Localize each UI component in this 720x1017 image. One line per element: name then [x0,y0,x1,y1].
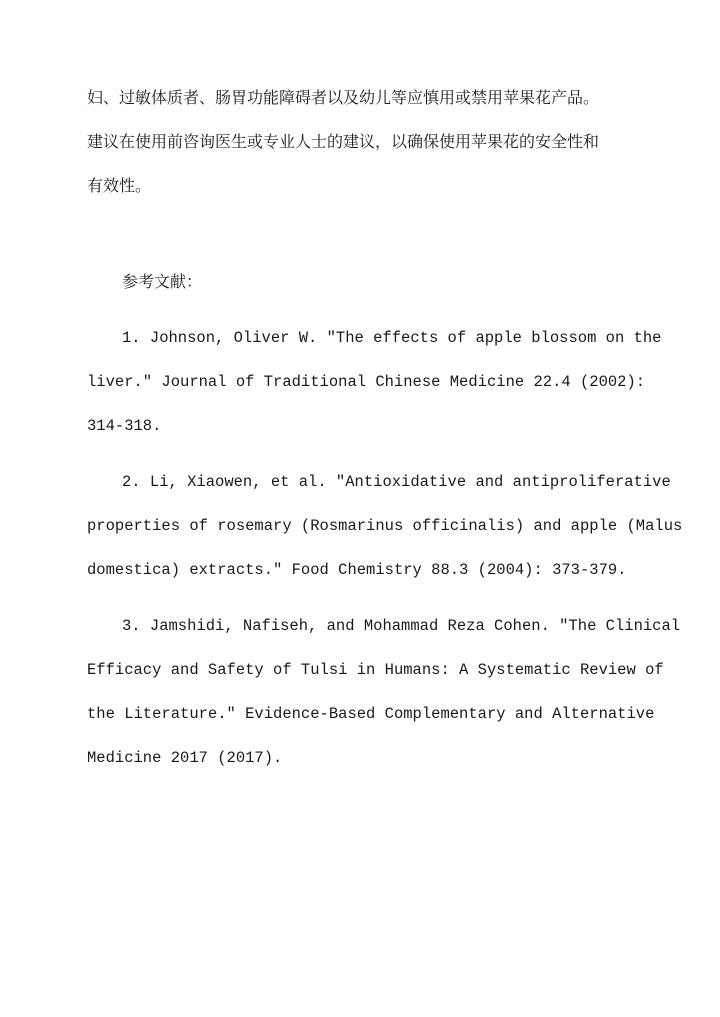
reference-2-line-1: 2. Li, Xiaowen, et al. "Antioxidative and antiproliferative [122,473,671,491]
references-heading: 参考文献： [122,272,203,291]
reference-3-line-3: the Literature." Evidence-Based Complementary and Alternative [87,705,655,723]
reference-3-line-4: Medicine 2017 (2017). [87,749,283,767]
intro-line-1: 妇、过敏体质者、肠胃功能障碍者以及幼儿等应慎用或禁用苹果花产品。 [87,88,600,107]
reference-2-line-3: domestica) extracts." Food Chemistry 88.3 (2004): 373-379. [87,561,627,579]
intro-line-2: 建议在使用前咨询医生或专业人士的建议，以确保使用苹果花的安全性和 [87,132,600,151]
intro-line-3: 有效性。 [87,176,152,195]
reference-1-line-3: 314-318. [87,417,162,435]
reference-2-line-2: properties of rosemary (Rosmarinus officinalis) and apple (Malus [87,517,683,535]
reference-1-line-2: liver." Journal of Traditional Chinese Medicine 22.4 (2002): [87,373,646,391]
reference-1-line-1: 1. Johnson, Oliver W. "The effects of apple blossom on the [122,329,662,347]
reference-3-line-1: 3. Jamshidi, Nafiseh, and Mohammad Reza Cohen. "The Clinical [122,617,681,635]
reference-3-line-2: Efficacy and Safety of Tulsi in Humans: A Systematic Review of [87,661,664,679]
